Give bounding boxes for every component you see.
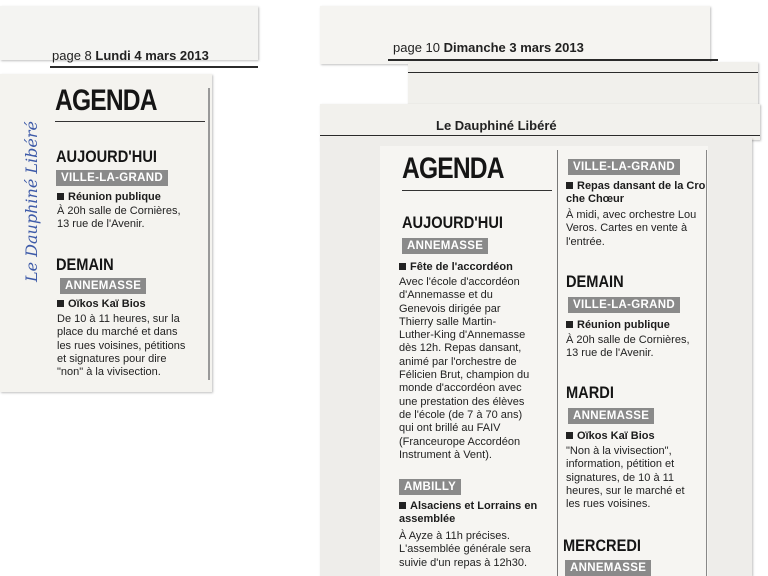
tomorrow-heading: DEMAIN xyxy=(566,272,624,291)
column-divider xyxy=(557,150,558,576)
left-tomorrow-town: ANNEMASSE xyxy=(60,278,146,294)
left-today-event-title: Réunion publique xyxy=(68,191,161,203)
left-page-number: page 8 xyxy=(52,48,92,63)
event-repas-dansant xyxy=(566,180,705,206)
right-header-rule xyxy=(388,59,718,61)
right-agenda-title: AGENDA xyxy=(402,152,504,185)
event-accordeon xyxy=(399,261,513,274)
event-alsaciens-title-1: Alsaciens et Lorrains en xyxy=(410,500,538,512)
text-line: Luther-King d'Annemasse xyxy=(399,329,526,342)
town-annemasse-3: ANNEMASSE xyxy=(565,560,651,576)
event-repas-text xyxy=(566,209,696,249)
text-line: Avec l'école d'accordéon xyxy=(399,276,520,288)
text-line: de l'école (de 7 à 70 ans) xyxy=(399,408,523,421)
event-reunion-title: Réunion publique xyxy=(577,319,670,331)
town-ambilly: AMBILLY xyxy=(399,479,461,495)
wednesday-heading: MERCREDI xyxy=(563,536,641,555)
town-annemasse-2: ANNEMASSE xyxy=(568,408,654,424)
left-date: Lundi 4 mars 2013 xyxy=(95,48,209,63)
newspaper-name: Le Dauphiné Libéré xyxy=(436,118,557,133)
right-clipping-back xyxy=(320,6,710,64)
event-accordeon-title: Fête de l'accordéon xyxy=(410,261,513,273)
left-today-text xyxy=(57,205,181,232)
right-page-number: page 10 xyxy=(393,40,440,55)
left-tomorrow-heading: DEMAIN xyxy=(56,255,114,274)
event-repas-title-1: Repas dansant de la Cro xyxy=(577,180,706,192)
right-mid-rule xyxy=(408,72,758,73)
event-oikos xyxy=(566,430,655,443)
event-line xyxy=(399,500,537,513)
text-line: (Franceurope Accordéon xyxy=(399,435,521,448)
text-line: Instrument à Vent). xyxy=(399,448,492,461)
text-line: Félicien Brut, champion du xyxy=(399,369,530,382)
text-line: Genevois dirigée par xyxy=(399,302,501,315)
left-today-town: VILLE-LA-GRAND xyxy=(56,170,168,186)
right-clipping-mid xyxy=(408,62,758,106)
bullet-square-icon xyxy=(399,502,406,509)
town-ville-la-grand-2: VILLE-LA-GRAND xyxy=(568,297,680,313)
left-agenda-rule xyxy=(55,121,205,122)
bullet-square-icon xyxy=(566,321,573,328)
text-line: une prestation des élèves xyxy=(399,395,525,408)
left-tomorrow-event-title: Oïkos Kaï Bios xyxy=(68,298,146,310)
today-town-annemasse: ANNEMASSE xyxy=(402,238,488,254)
event-repas-title-2: che Chœur xyxy=(566,193,625,205)
left-tomorrow-event xyxy=(57,298,146,311)
left-agenda-title: AGENDA xyxy=(55,84,157,117)
left-today-heading: AUJOURD'HUI xyxy=(56,147,157,166)
text-line: qui ont brillé au FAIV xyxy=(399,422,501,435)
text-line: animé par l'orchestre de xyxy=(399,355,517,368)
tuesday-heading: MARDI xyxy=(566,383,614,402)
text-line: L'assemblée générale sera xyxy=(399,543,531,556)
left-header-rule xyxy=(50,66,258,68)
text-line: À 20h salle de Cornières, xyxy=(57,205,181,217)
text-line: signatures, de 10 à 11 xyxy=(566,471,675,484)
today-heading: AUJOURD'HUI xyxy=(402,213,503,232)
text-line: "Non à la vivisection", xyxy=(566,445,672,457)
event-oikos-text xyxy=(566,445,685,511)
bullet-square-icon xyxy=(57,193,64,200)
text-line: De 10 à 11 heures, sur la xyxy=(57,313,180,325)
text-line: monde d'accordéon avec xyxy=(399,382,522,395)
town-ville-la-grand-1: VILLE-LA-GRAND xyxy=(568,159,680,175)
right-strip-rule xyxy=(320,135,760,136)
event-reunion xyxy=(566,319,670,332)
bullet-square-icon xyxy=(566,182,573,189)
event-line xyxy=(566,180,705,193)
left-page-header xyxy=(52,48,209,63)
event-oikos-title: Oïkos Kaï Bios xyxy=(577,430,655,442)
text-line: 13 rue de l'Avenir. xyxy=(566,347,654,360)
text-line: information, pétition et xyxy=(566,458,675,471)
event-accordeon-text xyxy=(399,276,529,462)
left-today-event xyxy=(57,191,161,204)
text-line: heures, sur le marché et xyxy=(566,484,685,497)
right-edge-rule xyxy=(706,150,707,576)
text-line: "non" à la vivisection. xyxy=(57,366,161,379)
text-line: les rues voisines, pétitions xyxy=(57,339,186,352)
text-line: les rues voisines. xyxy=(566,498,651,511)
left-tomorrow-text xyxy=(57,313,185,379)
text-line: et signatures pour dire xyxy=(57,352,167,365)
text-line: Veros. Cartes en vente à xyxy=(566,222,688,235)
text-line: 13 rue de l'Avenir. xyxy=(57,218,145,231)
text-line: À 20h salle de Cornières, xyxy=(566,334,690,346)
event-alsaciens xyxy=(399,500,537,526)
event-alsaciens-text xyxy=(399,530,531,570)
text-line: Thierry salle Martin- xyxy=(399,315,497,328)
handwritten-note: Le Dauphiné Libéré xyxy=(22,121,41,282)
text-line: À midi, avec orchestre Lou xyxy=(566,209,697,221)
text-line: suivie d'un repas à 12h30. xyxy=(399,556,528,569)
event-alsaciens-title-2: assemblée xyxy=(399,513,456,525)
bullet-square-icon xyxy=(566,432,573,439)
right-agenda-rule xyxy=(402,190,552,191)
left-column-rule xyxy=(208,88,210,380)
text-line: d'Annemasse et du xyxy=(399,289,493,302)
text-line: place du marché et dans xyxy=(57,326,178,339)
text-line: l'entrée. xyxy=(566,235,605,248)
right-date: Dimanche 3 mars 2013 xyxy=(443,40,584,55)
text-line: À Ayze à 11h précises. xyxy=(399,530,510,542)
event-reunion-text xyxy=(566,334,690,361)
text-line: dès 12h. Repas dansant, xyxy=(399,342,522,355)
right-page-header xyxy=(393,40,584,55)
bullet-square-icon xyxy=(57,300,64,307)
bullet-square-icon xyxy=(399,263,406,270)
